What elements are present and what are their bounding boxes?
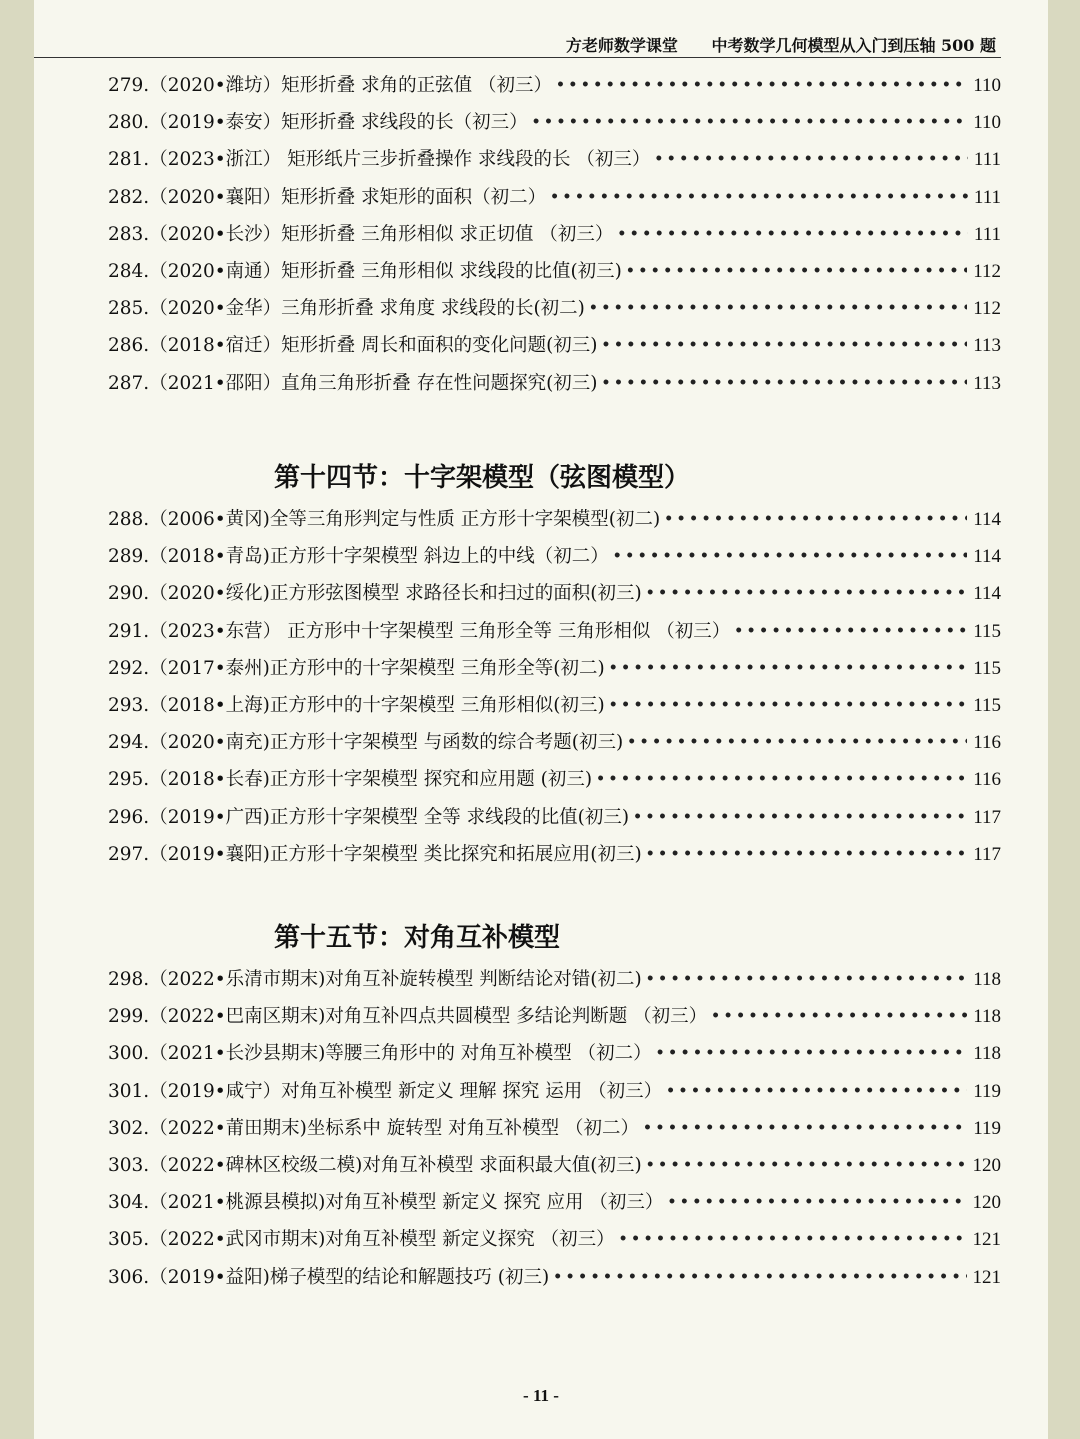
- dot-leader: [711, 998, 967, 1035]
- toc-list-continued: [108, 67, 1001, 402]
- dot-leader: [654, 141, 968, 178]
- entry-page: 118: [973, 1006, 1001, 1028]
- dot-leader: [602, 365, 968, 402]
- toc-list-section-14: [108, 501, 1001, 873]
- entry-page: 113: [973, 372, 1001, 394]
- toc-entry[interactable]: [108, 1221, 1001, 1258]
- toc-entry[interactable]: [108, 501, 1001, 538]
- entry-page: 112: [973, 298, 1001, 320]
- entry-page: 114: [973, 509, 1001, 530]
- dot-leader: [556, 67, 967, 104]
- entry-page: 120: [972, 1192, 1001, 1214]
- entry-title: 281.（2023•浙江） 矩形纸片三步折叠操作 求线段的长 （初三）: [108, 149, 651, 171]
- entry-title: 289.（2018•青岛)正方形十字架模型 斜边上的中线（初二）: [108, 546, 609, 568]
- entry-page: 121: [972, 1229, 1001, 1251]
- dot-leader: [617, 216, 968, 253]
- entry-page: 111: [973, 186, 1001, 208]
- entry-title: 282.（2020•襄阳）矩形折叠 求矩形的面积（初二）: [108, 186, 547, 208]
- dot-leader: [619, 1221, 967, 1258]
- entry-page: 115: [973, 620, 1001, 642]
- toc-entry[interactable]: [108, 761, 1001, 798]
- toc-entry[interactable]: [108, 724, 1001, 761]
- dot-leader: [602, 327, 968, 364]
- entry-title: 285.（2020•金华）三角形折叠 求角度 求线段的长(初二): [108, 298, 585, 320]
- entry-page: 119: [973, 1080, 1001, 1102]
- entry-page: 111: [973, 223, 1001, 245]
- toc-list-section-15: [108, 961, 1001, 1296]
- dot-leader: [646, 575, 967, 612]
- dot-leader: [589, 290, 967, 327]
- entry-title: 279.（2020•潍坊）矩形折叠 求角的正弦值 （初三）: [108, 75, 552, 96]
- entry-title: 288.（2006•黄冈)全等三角形判定与性质 正方形十字架模型(初二): [108, 509, 661, 530]
- entry-title: 298.（2022•乐清市期末)对角互补旋转模型 判断结论对错(初二): [108, 969, 642, 990]
- entry-title: 305.（2022•武冈市期末)对角互补模型 新定义探究 （初三）: [108, 1229, 615, 1251]
- entry-page: 120: [972, 1154, 1001, 1176]
- toc-entry[interactable]: [108, 1035, 1001, 1072]
- dot-leader: [646, 1147, 967, 1184]
- dot-leader: [609, 650, 967, 687]
- toc-entry[interactable]: [108, 1184, 1001, 1221]
- dot-leader: [734, 613, 967, 650]
- left-margin-strip: [0, 0, 34, 1439]
- entry-title: 297.（2019•襄阳)正方形十字架模型 类比探究和拓展应用(初三): [108, 843, 642, 865]
- toc-entry[interactable]: [108, 1147, 1001, 1184]
- entry-title: 300.（2021•长沙县期末)等腰三角形中的 对角互补模型 （初二）: [108, 1043, 652, 1065]
- entry-page: 121: [972, 1266, 1001, 1288]
- toc-entry[interactable]: [108, 327, 1001, 364]
- entry-title: 286.（2018•宿迁）矩形折叠 周长和面积的变化问题(初三): [108, 335, 598, 357]
- entry-page: 110: [973, 112, 1001, 134]
- toc-entry[interactable]: [108, 67, 1001, 104]
- toc-entry[interactable]: [108, 687, 1001, 724]
- entry-page: 117: [973, 843, 1001, 865]
- document-page: [34, 0, 1048, 1439]
- right-margin-strip: [1048, 0, 1080, 1439]
- entry-title: 303.（2022•碑林区校级二模)对角互补模型 求面积最大值(初三): [108, 1154, 642, 1176]
- entry-title: 306.（2019•益阳)梯子模型的结论和解题技巧 (初三): [108, 1266, 550, 1288]
- toc-entry[interactable]: [108, 613, 1001, 650]
- entry-page: 114: [973, 546, 1001, 568]
- toc-entry[interactable]: [108, 216, 1001, 253]
- toc-entry[interactable]: [108, 1259, 1001, 1296]
- toc-entry[interactable]: [108, 650, 1001, 687]
- entry-page: 118: [973, 969, 1001, 990]
- entry-title: 280.（2019•泰安）矩形折叠 求线段的长（初三）: [108, 112, 528, 134]
- dot-leader: [532, 104, 968, 141]
- header-book-title: 中考数学几何模型从入门到压轴 500 题: [711, 36, 996, 55]
- toc-entry[interactable]: [108, 575, 1001, 612]
- page-number: - 11 -: [523, 1386, 559, 1405]
- toc-entry[interactable]: [108, 961, 1001, 998]
- dot-leader: [656, 1035, 968, 1072]
- entry-title: 299.（2022•巴南区期末)对角互补四点共圆模型 多结论判断题 （初三）: [108, 1006, 708, 1028]
- toc-entry[interactable]: [108, 365, 1001, 402]
- toc-entry[interactable]: [108, 179, 1001, 216]
- entry-page: 117: [973, 806, 1001, 828]
- dot-leader: [596, 761, 967, 798]
- section-heading-14: 第十四节：十字架模型（弦图模型）: [274, 463, 691, 493]
- entry-title: 302.（2022•莆田期末)坐标系中 旋转型 对角互补模型 （初二）: [108, 1117, 640, 1139]
- entry-title: 292.（2017•泰州)正方形中的十字架模型 三角形全等(初二): [108, 657, 605, 679]
- dot-leader: [667, 1184, 966, 1221]
- entry-page: 119: [973, 1117, 1001, 1139]
- dot-leader: [626, 253, 967, 290]
- entry-page: 116: [973, 732, 1001, 754]
- dot-leader: [646, 836, 967, 873]
- entry-title: 291.（2023•东营） 正方形中十字架模型 三角形全等 三角形相似 （初三）: [108, 620, 731, 642]
- dot-leader: [664, 501, 967, 538]
- toc-entry[interactable]: [108, 538, 1001, 575]
- dot-leader: [666, 1073, 967, 1110]
- running-header: [566, 33, 996, 56]
- entry-page: 114: [973, 583, 1001, 605]
- entry-page: 115: [973, 694, 1001, 716]
- dot-leader: [643, 1110, 967, 1147]
- entry-title: 301.（2019•咸宁）对角互补模型 新定义 理解 探究 运用 （初三）: [108, 1080, 663, 1102]
- dot-leader: [646, 961, 967, 998]
- entry-page: 116: [973, 769, 1001, 791]
- entry-page: 112: [973, 260, 1001, 282]
- dot-leader: [633, 799, 967, 836]
- entry-title: 284.（2020•南通）矩形折叠 三角形相似 求线段的比值(初三): [108, 260, 622, 282]
- toc-entry[interactable]: [108, 799, 1001, 836]
- section-heading-15: 第十五节：对角互补模型: [274, 923, 561, 953]
- entry-title: 294.（2020•南充)正方形十字架模型 与函数的综合考题(初三): [108, 732, 624, 754]
- toc-entry[interactable]: [108, 1073, 1001, 1110]
- entry-title: 295.（2018•长春)正方形十字架模型 探究和应用题 (初三): [108, 769, 593, 791]
- dot-leader: [613, 538, 967, 575]
- entry-title: 304.（2021•桃源县模拟)对角互补模型 新定义 探究 应用 （初三）: [108, 1192, 664, 1214]
- header-rule: [34, 57, 1001, 58]
- entry-page: 110: [973, 75, 1001, 96]
- toc-entry[interactable]: [108, 253, 1001, 290]
- toc-entry[interactable]: [108, 141, 1001, 178]
- entry-page: 111: [973, 149, 1001, 171]
- toc-entry[interactable]: [108, 836, 1001, 873]
- entry-title: 293.（2018•上海)正方形中的十字架模型 三角形相似(初三): [108, 694, 605, 716]
- entry-page: 118: [973, 1043, 1001, 1065]
- toc-entry[interactable]: [108, 104, 1001, 141]
- dot-leader: [553, 1259, 966, 1296]
- toc-entry[interactable]: [108, 290, 1001, 327]
- entry-title: 287.（2021•邵阳）直角三角形折叠 存在性问题探究(初三): [108, 372, 598, 394]
- entry-title: 296.（2019•广西)正方形十字架模型 全等 求线段的比值(初三): [108, 806, 630, 828]
- entry-page: 115: [973, 657, 1001, 679]
- dot-leader: [627, 724, 967, 761]
- entry-page: 113: [973, 335, 1001, 357]
- toc-entry[interactable]: [108, 1110, 1001, 1147]
- entry-title: 290.（2020•绥化)正方形弦图模型 求路径长和扫过的面积(初三): [108, 583, 642, 605]
- toc-entry[interactable]: [108, 998, 1001, 1035]
- entry-title: 283.（2020•长沙）矩形折叠 三角形相似 求正切值 （初三）: [108, 223, 614, 245]
- dot-leader: [609, 687, 967, 724]
- dot-leader: [550, 179, 968, 216]
- header-author: 方老师数学课堂: [565, 36, 678, 55]
